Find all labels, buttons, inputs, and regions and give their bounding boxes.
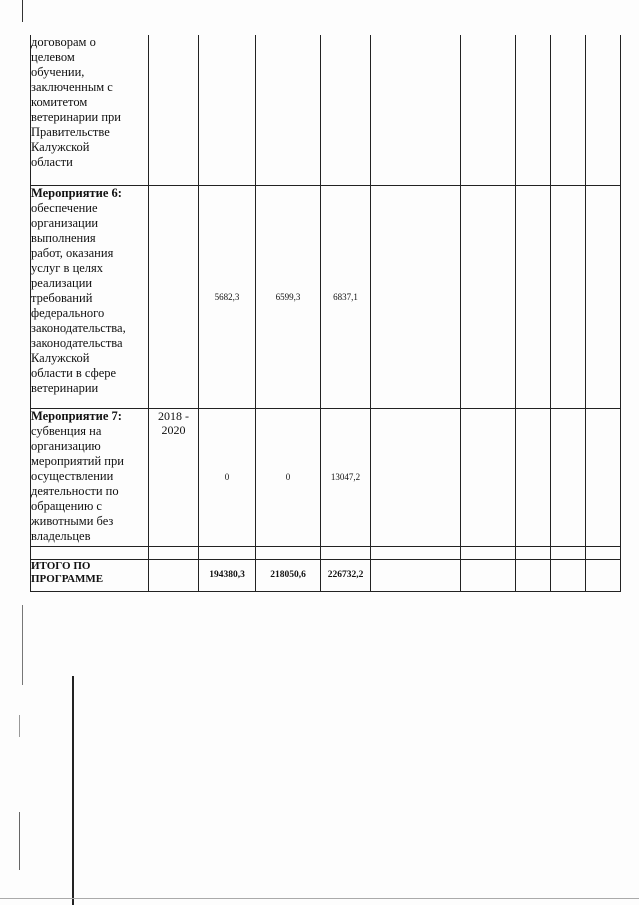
total-label: ИТОГО ПО ПРОГРАММЕ [31,559,149,591]
empty-cell [516,185,551,408]
empty-cell [371,408,461,546]
empty-cell [551,35,586,185]
value-cell-1 [199,35,256,185]
empty-cell [551,546,586,559]
empty-cell [586,185,621,408]
empty-cell [551,559,586,591]
total-value-3: 226732,2 [321,559,371,591]
total-value-2: 218050,6 [256,559,321,591]
empty-cell [461,408,516,546]
empty-cell [586,546,621,559]
scan-mark-bottom [0,898,639,899]
description-text: субвенция на организацию мероприятий при осуществлении деятельности по обращению с животными без владельцев [31,423,124,543]
value-cell-2: 0 [256,408,321,546]
period-cell: 2018 - 2020 [149,408,199,546]
empty-cell [551,185,586,408]
value-cell-3 [321,35,371,185]
value-cell-2: 6599,3 [256,185,321,408]
empty-cell [461,559,516,591]
total-value-1: 194380,3 [199,559,256,591]
scan-mark-small-2 [19,812,20,870]
total-row [31,559,621,591]
empty-cell [256,546,321,559]
scan-mark-small-1 [19,715,20,737]
continued-row [31,35,621,185]
event-title: Мероприятие 7: [31,408,122,423]
empty-cell [371,559,461,591]
scan-mark-left-margin [22,605,23,685]
scan-mark-top-left [22,0,23,22]
description-text: обеспечение организации выполнения работ, оказания услуг в целях реализации требований федерального законодательства, законодательства Калужской области в сфере ветеринарии [31,200,126,395]
description-cell [31,185,149,408]
value-cell-3: 13047,2 [321,408,371,546]
empty-cell [516,559,551,591]
period-cell [149,35,199,185]
description-cell [31,35,149,185]
period-cell [149,559,199,591]
description-cell [31,408,149,546]
empty-cell [31,546,149,559]
binding-line [72,676,74,905]
value-cell-3: 6837,1 [321,185,371,408]
value-cell-2 [256,35,321,185]
empty-cell [371,546,461,559]
value-cell-1: 0 [199,408,256,546]
program-table [30,35,621,592]
empty-cell [551,408,586,546]
empty-cell [199,546,256,559]
empty-cell [461,185,516,408]
event-title: Мероприятие 6: [31,185,122,200]
empty-cell [371,35,461,185]
empty-cell [149,546,199,559]
empty-cell [516,546,551,559]
empty-cell [586,408,621,546]
empty-cell [461,546,516,559]
empty-cell [586,35,621,185]
empty-cell [321,546,371,559]
period-cell [149,185,199,408]
empty-cell [461,35,516,185]
empty-cell [586,559,621,591]
value-cell-1: 5682,3 [199,185,256,408]
empty-cell [371,185,461,408]
description-text: договорам о целевом обучении, заключенным с комитетом ветеринарии при Правительстве Калужской области [31,35,121,169]
event-7-row [31,408,621,546]
spacer-row [31,546,621,559]
event-6-row [31,185,621,408]
empty-cell [516,408,551,546]
empty-cell [516,35,551,185]
